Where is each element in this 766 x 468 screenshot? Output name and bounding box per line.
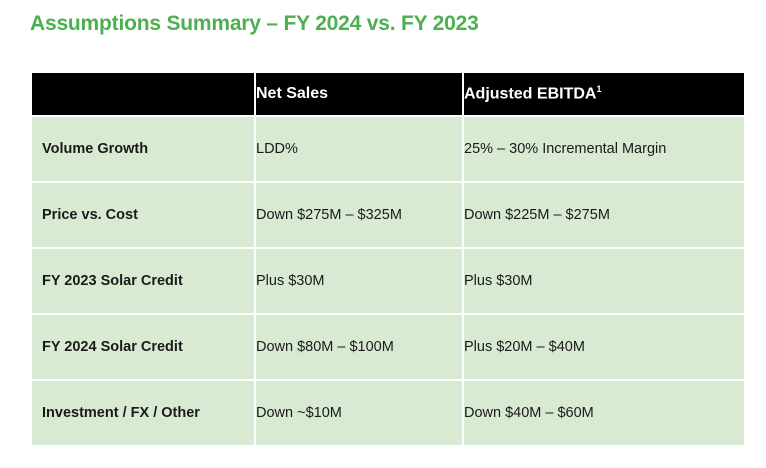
footnote-marker: 1: [596, 84, 602, 95]
table-row: [31, 380, 745, 446]
row-label: Volume Growth: [31, 116, 255, 182]
column-header-adjusted-ebitda: [463, 72, 745, 116]
cell-net-sales: LDD%: [255, 116, 463, 182]
table-row: [31, 116, 745, 182]
cell-adjusted-ebitda: Plus $20M – $40M: [463, 314, 745, 380]
row-label: FY 2024 Solar Credit: [31, 314, 255, 380]
column-header-blank: [31, 72, 255, 116]
cell-adjusted-ebitda: 25% – 30% Incremental Margin: [463, 116, 745, 182]
row-label: Price vs. Cost: [31, 182, 255, 248]
cell-net-sales: Plus $30M: [255, 248, 463, 314]
row-label: Investment / FX / Other: [31, 380, 255, 446]
row-label: FY 2023 Solar Credit: [31, 248, 255, 314]
cell-adjusted-ebitda: Plus $30M: [463, 248, 745, 314]
cell-net-sales: Down $80M – $100M: [255, 314, 463, 380]
column-header-adjusted-ebitda-label: Adjusted EBITDA: [464, 85, 597, 103]
table-row: [31, 182, 745, 248]
cell-net-sales: Down $275M – $325M: [255, 182, 463, 248]
table-body: [31, 116, 745, 446]
page-title: Assumptions Summary – FY 2024 vs. FY 2023: [30, 12, 479, 35]
cell-adjusted-ebitda: Down $225M – $275M: [463, 182, 745, 248]
table-row: [31, 248, 745, 314]
assumptions-table-container: [30, 71, 744, 447]
table-header: [31, 72, 745, 116]
column-header-net-sales: Net Sales: [255, 72, 463, 116]
cell-adjusted-ebitda: Down $40M – $60M: [463, 380, 745, 446]
table-header-row: [31, 72, 745, 116]
table-row: [31, 314, 745, 380]
cell-net-sales: Down ~$10M: [255, 380, 463, 446]
assumptions-table: [30, 71, 746, 447]
